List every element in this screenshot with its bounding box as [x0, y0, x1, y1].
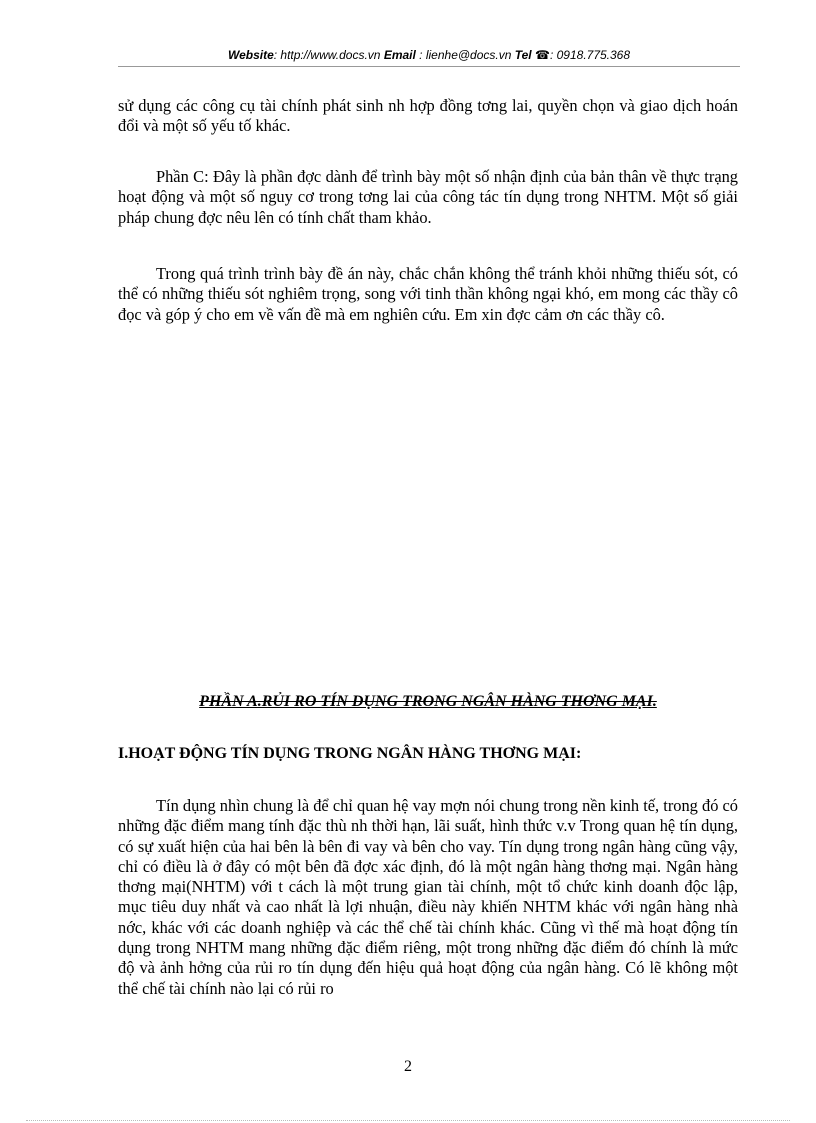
- phone-icon: ☎: [535, 48, 550, 62]
- subsection-heading: I.HOẠT ĐỘNG TÍN DỤNG TRONG NGÂN HÀNG THƠNG MẠI:: [118, 745, 582, 762]
- paragraph-closing: Trong quá trình trình bày đề án này, chắc chắn không thể tránh khỏi những thiếu sót, có thể có những thiếu sót nghiêm trọng, song với tinh thần không ngại khó, em mong các thầy cô đọc và góp ý cho em về vấn đề mà em nghiên cứu. Em xin đợc cảm ơn các thầy cô.: [118, 264, 738, 324]
- paragraph-continuation: sử dụng các công cụ tài chính phát sinh nh hợp đồng tơng lai, quyền chọn và giao dịch hoán đổi và một số yếu tố khác.: [118, 96, 738, 136]
- bottom-border: [26, 1120, 790, 1121]
- paragraph-part-c: Phần C: Đây là phần đợc dành để trình bày một số nhận định của bản thân về thực trạng hoạt động và một số nguy cơ trong tơng lai của công tác tín dụng trong NHTM. Một số giải pháp chung đợc nêu lên có tính chất tham khảo.: [118, 167, 738, 227]
- tel-value: : 0918.775.368: [549, 48, 631, 62]
- section-heading: PHẦN A.RỦI RO TÍN DỤNG TRONG NGÂN HÀNG THƠNG MẠI.: [199, 693, 657, 710]
- page-number: 2: [404, 1058, 412, 1075]
- tel-label: Tel: [514, 48, 532, 62]
- website-label: Website: [227, 48, 274, 62]
- email-label: Email: [383, 48, 416, 62]
- page-header: [118, 48, 740, 62]
- header-rule: [118, 66, 740, 67]
- email-value: : lienhe@docs.vn: [419, 48, 512, 62]
- body-paragraph: Tín dụng nhìn chung là để chỉ quan hệ vay mợn nói chung trong nền kinh tế, trong đó có những đặc điểm mang tính đặc thù nh thời hạn, lãi suất, hình thức v.v Trong quan hệ tín dụng, có sự xuất hiện của hai bên là bên đi vay và bên cho vay. Tín dụng trong ngân hàng cũng vậy, chỉ có điều là ở đây có một bên đã đợc xác định, đó là một ngân hàng thơng mại. Ngân hàng thơng mại(NHTM) với t cách là một trung gian tài chính, một tổ chức kinh doanh độc lập, mục tiêu duy nhất và cao nhất là lợi nhuận, điều này khiến NHTM khác với ngân hàng nhà nớc, khác với các doanh nghiệp và các thể chế tài chính khác. Cũng vì thế mà hoạt động tín dụng trong NHTM mang những đặc điểm riêng, một trong những đặc điểm đó chính là mức độ và ảnh hởng của rủi ro tín dụng đến hiệu quả hoạt động của ngân hàng. Có lẽ không một thể chế tài chính nào lại có rủi ro: [118, 796, 738, 998]
- website-value: : http://www.docs.vn: [273, 48, 381, 62]
